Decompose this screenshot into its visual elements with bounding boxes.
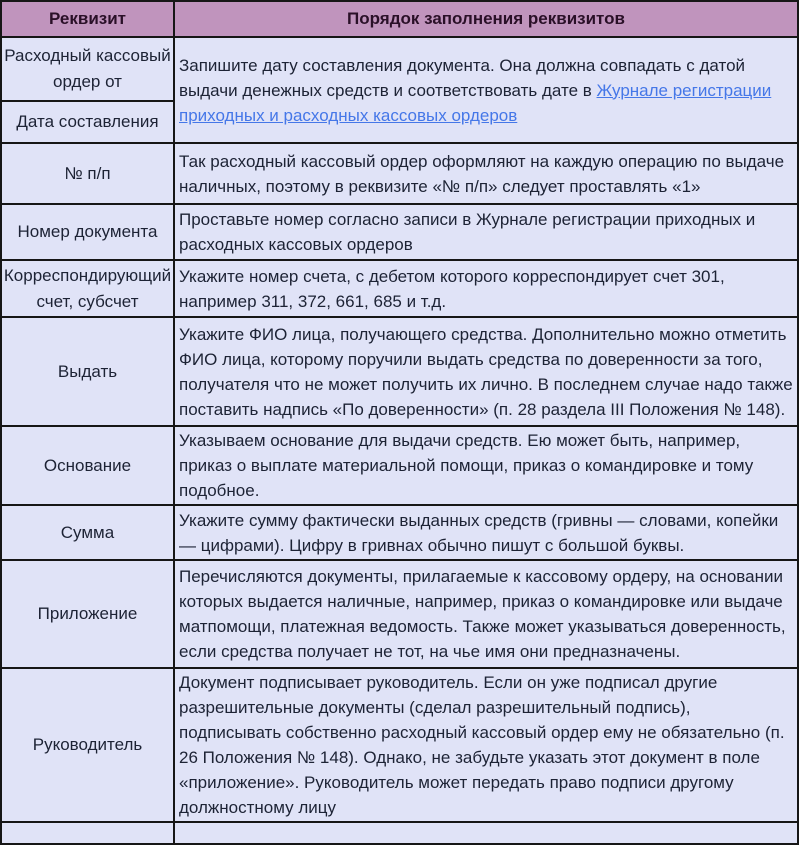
table-row-issue-to bbox=[1, 317, 798, 426]
row-label: Основание bbox=[1, 426, 174, 505]
row-label: Сумма bbox=[1, 505, 174, 560]
row-description: Указываем основание для выдачи средств. Ею может быть, например, приказ о выплате материальной помощи, приказ о командировке и тому подобное. bbox=[174, 426, 798, 505]
description-text: Запишите дату составления документа. Она должна совпадать с датой выдачи денежных средств и соответствовать дате в bbox=[179, 55, 746, 100]
table-row-amount bbox=[1, 505, 798, 560]
row-description: Укажите номер счета, с дебетом которого корреспондирует счет 301, например 311, 372, 661, 685 и т.д. bbox=[174, 260, 798, 317]
table-row-basis bbox=[1, 426, 798, 505]
header-cell-requisite: Реквизит bbox=[1, 1, 174, 37]
row-label-empty bbox=[1, 822, 174, 844]
table-row-clipped bbox=[1, 822, 798, 844]
row-label: Корреспондирующий счет, субсчет bbox=[1, 260, 174, 317]
row-label: Номер документа bbox=[1, 204, 174, 260]
table-row-corresponding-account bbox=[1, 260, 798, 317]
row-description: Документ подписывает руководитель. Если он уже подписал другие разрешительные документы (сделал разрешительный подпись), подписывать собственно расходный кассовый ордер ему не обязательно (п. 26 Положения № 148). Однако, не забудьте указать этот документ в поле «приложение». Руководитель может передать право подписи другому должностному лицу bbox=[174, 668, 798, 822]
row-description: Укажите сумму фактически выданных средств (гривны — словами, копейки — цифрами). Цифру в гривнах обычно пишут с большой буквы. bbox=[174, 505, 798, 560]
journal-registration-link[interactable]: Журнале регистрации приходных и расходных кассовых ордеров bbox=[179, 80, 772, 125]
table-header-row bbox=[1, 1, 798, 37]
row-description-empty bbox=[174, 822, 798, 844]
table-row-manager bbox=[1, 668, 798, 822]
table-row-doc-number bbox=[1, 204, 798, 260]
row-description: Перечисляются документы, прилагаемые к кассовому ордеру, на основании которых выдается наличные, например, приказ о командировке или выдаче матпомощи, платежная ведомость. Также может указываться доверенность, если средства получает не тот, на чье имя они предназначены. bbox=[174, 560, 798, 668]
table-row-npp bbox=[1, 143, 798, 204]
row-label: Приложение bbox=[1, 560, 174, 668]
table-row-date-top bbox=[1, 37, 798, 101]
row-label-cash-order-date: Расходный кассовый ордер от bbox=[1, 37, 174, 101]
row-description-date bbox=[174, 37, 798, 143]
header-cell-order: Порядок заполнения реквизитов bbox=[174, 1, 798, 37]
table-row-attachment bbox=[1, 560, 798, 668]
row-description: Так расходный кассовый ордер оформляют на каждую операцию по выдаче наличных, поэтому в реквизите «№ п/п» следует проставлять «1» bbox=[174, 143, 798, 204]
row-label: Выдать bbox=[1, 317, 174, 426]
row-description: Проставьте номер согласно записи в Журнале регистрации приходных и расходных кассовых ордеров bbox=[174, 204, 798, 260]
row-description: Укажите ФИО лица, получающего средства. Дополнительно можно отметить ФИО лица, которому поручили выдать средства по доверенности за того, получателя что не может получить их лично. В последнем случае надо также поставить надпись «По доверенности» (п. 28 раздела III Положения № 148). bbox=[174, 317, 798, 426]
row-label: Руководитель bbox=[1, 668, 174, 822]
row-label-composition-date: Дата составления bbox=[1, 101, 174, 143]
row-label: № п/п bbox=[1, 143, 174, 204]
